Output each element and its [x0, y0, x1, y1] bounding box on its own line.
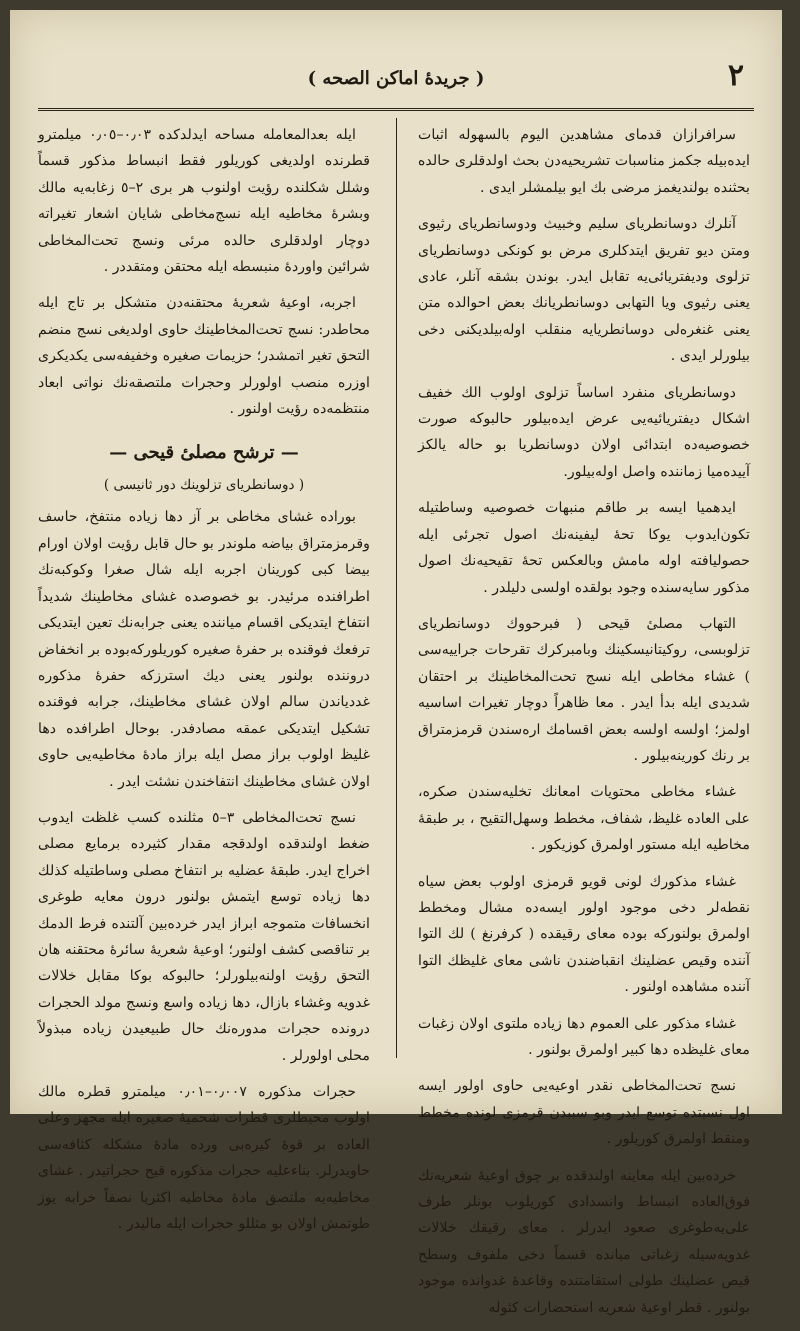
header-rule: [38, 108, 754, 111]
paragraph: نسج تحت‌المخاطی ٣–٥ مثلنده کسب غلظت ایدوب ضغط اولندقده اولدقجه مقدار کثیرده برمایع مصلی اخراج ایدر. طبقهٔ عضلیه بر انتفاخ مصلی وساطتیله کذلك دها زیاده توسع ایتمش بولنور درون معایه طوغری انخسافات متموجه ابراز ایدر خرده‌بین آلتنده فرط الدمك بر تناقصی کشف اولنور؛ اوعیهٔ شعریهٔ سائرهٔ محتقنه هان التحق رؤیت اولنه‌بیلورلر؛ حالبوکه بوکا مقابل خلالات غدویه وغشاء بازال، دها زیاده واسع ونسج مولد الحجرات درونده حجرات مدوره‌نك حال طبیعیدن زیاده مبذولاً محلی اولورلر .: [38, 809, 370, 1064]
section-title: — ترشح مصلیٔ قیحی —: [109, 442, 299, 464]
newspaper-page: [10, 10, 782, 1316]
paragraph: غشاء مخاطی محتویات امعانك تخلیه‌سندن صکره، علی العاده غلیظ، شفاف، مخطط وسهل‌التقیح ، بر طبقهٔ مخاطیه ایله مستور اولمرق کوزیکور .: [418, 784, 750, 854]
paragraph: نسج تحت‌المخاطی نقدر اوعیه‌یی حاوی اولور ایسه اول نسبتده توسع ایدر وبو سببدن قرمزی لونده مخطط ومنقط اولمرق کوریلور .: [418, 1078, 750, 1148]
running-title: ( جريدهٔ اماكن الصحه ): [307, 68, 485, 89]
paragraph: غشاء مذکور علی العموم دها زیاده ملتوی اولان زغبات معای غلیظده دها کبیر اولمرق بولنور .: [418, 1015, 750, 1058]
paragraph: حجرات مذکوره ٠٫٠٠٧–٠٫٠١ میلمترو قطره مالك اولوب محیطلری قطرات شحمیهٔ صغیره ایله مجهز وعلی العاده بر قوهٔ کیره‌بی ورده مادهٔ مشکله کثافه‌سی حاویدرلر. بناءعلیه حجرات مذکوره قیح حجراتیدر . غشای مخاطیه‌یه ملتصق مادهٔ مخاطیه اکثریا نصفاً خرابه یوز طوتمش اولان بو مثللو حجرات ایله مالیدر .: [38, 1084, 370, 1233]
paragraph: ایله بعدالمعامله مساحه ایدلدکده ٠٫٠٣–٠٫٠٥ میلمترو قطرنده اولدیغی کوریلور فقط انبساط مذکور قسماً وشلل شکلنده رؤیت اولنوب هر بری ٢–٥ زغابه‌یه مالك وبشرهٔ مخاطیه ایله نسج‌مخاطی شایان اشعار تغیراته دوچار اولدقلری حالده مرئی ونسج تحت‌المخاطی شرائین واوردهٔ منبسطه ایله محتقن ومتقددر .: [38, 127, 370, 276]
right-column: [418, 122, 750, 1331]
paragraph: غشاء مذکورك لونی قویو قرمزی اولوب بعض سیاه نقطه‌لر دخی موجود اولور ایسه‌ده مشال ومخطط اولمرق بولنورکه بوده معای رقیقده ( کرفرنغ ) لك التوا آننده وقیص عضلینك انقباضندن ناشی معای غلیظك التوا آننده مشاهده اولنور .: [418, 873, 750, 996]
page-number: ٢: [727, 58, 744, 93]
paragraph: سرافرازان قدمای مشاهدین الیوم بالسهوله اثبات ایده‌بیله‌ جکمز مناسبات تشریحیه‌دن بحث اولدقلری حالده بحثنده بولندیغمز مرضی بك ایو بیلمشلر ایدی .: [418, 127, 750, 196]
left-column: [38, 122, 370, 1247]
section-subtitle: ( دوسانطریای تزلوینك دور ثانیسی ): [103, 477, 305, 494]
paragraph: آنلرك دوسانطریای سلیم وخبیث ودوسانطریای رثیوی ومتن دیو تفریق ایتدکلری مرض بو کونکی دوسانطریای تزلوی ودیفتریائی‌یه تقابل ایدر. بوندن بشقه آنلر، عادی یعنی رثیوی ویا التهابی دوسانطریانك بعض احوالده متن یعنی غنغره‌لی دوسانطریایه منقلب اوله‌بیلدیکنی دخی بیلورلر ایدی .: [418, 216, 750, 365]
paragraph: ایدهمیا ایسه بر طاقم منبهات خصوصیه وساطتیله تکون‌ایدوب یوکا تحهٔ لیفینه‌نك اصول تجرئی ایله حصولیافته اوله مامش وبالعکس تحهٔ تقیحیه‌نك اصول مذکور سایه‌سنده وجود بولقده اولسی دلیلدر .: [418, 500, 750, 596]
paragraph: دوسانطریای منفرد اساساً تزلوی اولوب الك خفیف اشکال دیفتریائیه‌یی عرض ایده‌بیلور حالبوکه صورت خصوصیه‌ده ابتدائی اولان دوسانطریا بو حاله یالکز آییده‌میا زماننده واصل اوله‌بیلور.: [418, 384, 750, 480]
paragraph: خرده‌بین ایله معاینه اولندقده بر چوق اوعیهٔ شعریه‌نك فوق‌العاده انبساط وانسدادی کوریلوب بونلر طرف علی‌یه‌طوغری صعود ایدرلر . معای رقیقك خلالات غدویه‌سیله زغباتی میانده قسماً دخی ملفوف وسطح قیص عضلینك طولی استقامتنده وقاعدهٔ غدوانده موجود بولنور . قطر اوعیهٔ شعریه استحضارات کثوله: [418, 1167, 750, 1316]
paragraph: اجربه، اوعیهٔ شعریهٔ محتقنه‌دن متشکل بر تاج ایله محاطدر: نسج تحت‌المخاطینك حاوی اولدیغی نسج منضم التحق تغیر اتمشدر؛ حزیمات صغیره وخفیفه‌سی یکدیکری اوزره منصب اولورلر وحجرات ملتصقه‌نك نواتی ابعاد منتظمه‌ده رؤیت اولنور .: [38, 295, 370, 418]
paragraph: بوراده غشای مخاطی بر آز دها زیاده منتفخ، حاسف وقرمزمتراق بیاضه ملوندر بو حال قابل رؤیت اولان اورام بیضا کبی کورینان اجربه ایله شال صغرا وکوکبه‌نك اطرافنده مرئیدر. بو خصوصده غشای مخاطینك شدیداً انتفاخ ایتدیکی اقسام میاننده یعنی جرابه‌نك تعین ایتدیکی ترفعك فوقنده بر حفرهٔ صغیره کوریلورکه‌بوده بر انخفاض دروننده بولنور یعنی دیك استرزکه حفرهٔ مذکوره غددیاندن سالم اولان غشای مخاطینك، جرابه فوقنده تشکیل ایتدیکی عمقه مصادفدر. بوحال اطرافده دها غلیظ اولوب براز مصل ایله براز مادهٔ مخاطیه‌یی حاوی اولان غشای مخاطینك انتفاخندن نشئت ایدر .: [38, 509, 370, 790]
page-header: [38, 58, 754, 104]
column-divider: [396, 118, 397, 1058]
paragraph: التهاب مصلیٔ قیحی ( فبرحووك دوسانطریای تزلوبسی، روکیتانیسکینك وبامبرکرك تقرحات جراییه‌سی ) غشاء مخاطی ایله نسج تحت‌المخاطینك بر احتقان شدیدی ایله بدأ ایدر . معا ظاهراً دوچار تغیرات اساسیه اولمز؛ اولسه اولسه بعض اقسامك اره‌سندن قرمزمتراق بر رنك کورینه‌بیلور .: [418, 615, 750, 764]
